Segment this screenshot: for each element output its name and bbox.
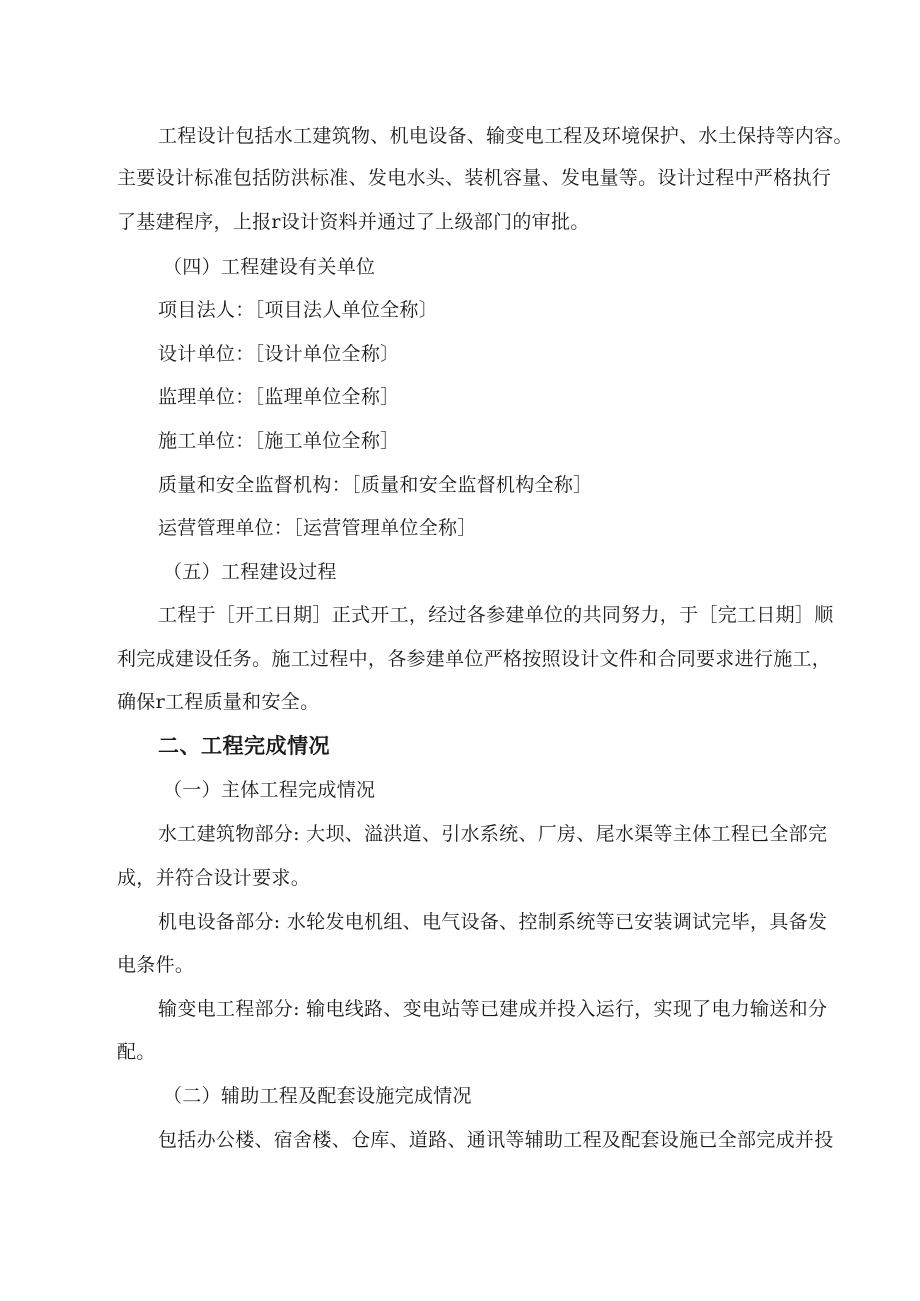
- unit-label: 运营管理单位：: [158, 517, 294, 539]
- design-para-line-3: [117, 210, 590, 234]
- unit-item-operator: [158, 516, 477, 540]
- units-heading: （四）工程建设有关单位: [163, 256, 376, 278]
- sub2-heading: （二）辅助工程及配套设施完成情况: [163, 1085, 472, 1107]
- process-para-text-2: 利完成建设任务。施工过程中，各参建单位严格按照设计文件和合同要求进行施工，: [117, 648, 832, 670]
- unit-item-supervisor: [158, 385, 399, 409]
- chapter-title: 二、工程完成情况: [158, 734, 330, 758]
- sub1-p2-line-1: [158, 910, 828, 934]
- unit-value: ［运营管理单位全称］: [293, 517, 477, 539]
- process-heading: （五）工程建设过程: [163, 561, 337, 583]
- design-para-line-2: [117, 166, 832, 190]
- sub1-p2-text-1: 机电设备部分: 水轮发电机组、电气设备、控制系统等已安装调试完毕，具备发: [158, 911, 828, 933]
- sub2-p1-text-1: 包括办公楼、宿舍楼、仓库、道路、通讯等辅助工程及配套设施已全部完成并投: [158, 1129, 834, 1151]
- sub1-p2-line-2: [117, 953, 194, 977]
- unit-item-constructor: [158, 429, 399, 453]
- sub1-p3-line-2: [117, 1040, 156, 1064]
- process-para-text-3: 确保r工程质量和安全。: [117, 691, 320, 713]
- design-para-text-3: 了基建程序，上报r设计资料并通过了上级部门的审批。: [117, 211, 590, 233]
- unit-item-quality-safety: [158, 473, 592, 497]
- unit-label: 施工单位：: [158, 430, 255, 452]
- unit-label: 设计单位：: [158, 343, 255, 365]
- sub1-p2-text-2: 电条件。: [117, 954, 195, 976]
- unit-value: ［项目法人单位全称〕: [254, 299, 439, 321]
- unit-value: ［监理单位全称］: [254, 386, 400, 408]
- unit-item-designer: [158, 342, 399, 366]
- unit-value: ［施工单位全称］: [254, 430, 400, 452]
- process-para-line-2: [117, 647, 832, 671]
- sub1-p1-line-1: [158, 822, 828, 846]
- unit-item-project-owner: [158, 298, 438, 322]
- sub2-p1-line-1: [158, 1128, 834, 1152]
- process-para-text-1: 工程于［开工日期］正式开工，经过各参建单位的共同努力，于［完工日期］顺: [158, 604, 834, 626]
- process-para-line-3: [117, 690, 319, 714]
- unit-label: 监理单位：: [158, 386, 255, 408]
- sub1-p3-text-1: 输变电工程部分: 输电线路、变电站等已建成并投入运行，实现了电力输送和分: [158, 998, 828, 1020]
- sub1-p1-text-2: 成，并符合设计要求。: [117, 867, 311, 889]
- sub1-p1-text-1: 水工建筑物部分: 大坝、溢洪道、引水系统、厂房、尾水渠等主体工程已全部完: [158, 823, 828, 845]
- unit-value: ［质量和安全监督机构全称］: [351, 474, 593, 496]
- sub1-p3-line-1: [158, 997, 828, 1021]
- design-para-line-1: [158, 124, 853, 148]
- sub1-p1-line-2: [117, 866, 310, 890]
- unit-label: 项目法人：: [158, 299, 255, 321]
- unit-value: ［设计单位全称〕: [254, 343, 400, 365]
- process-para-line-1: [158, 603, 834, 627]
- unit-label: 质量和安全监督机构：: [158, 474, 352, 496]
- design-para-text-1: 工程设计包括水工建筑物、机电设备、输变电工程及环境保护、水土保持等内容。: [158, 125, 853, 147]
- sub1-heading: （一）主体工程完成情况: [163, 779, 376, 801]
- design-para-text-2: 主要设计标准包括防洪标准、发电水头、装机容量、发电量等。设计过程中严格执行: [117, 167, 832, 189]
- sub1-p3-text-2: 配。: [117, 1041, 156, 1063]
